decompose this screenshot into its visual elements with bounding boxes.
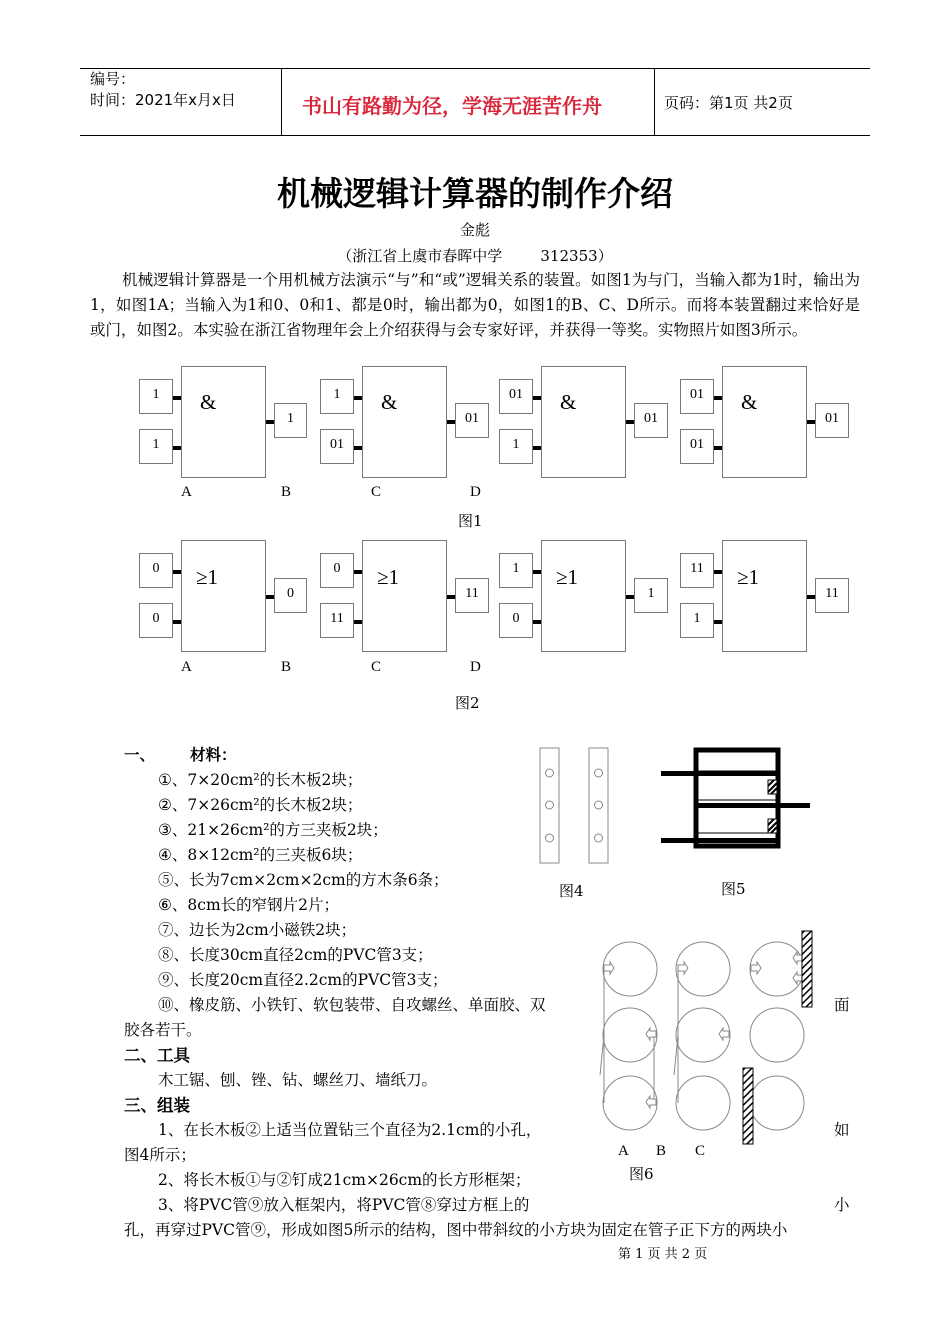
header-serial-label: 编号：	[90, 70, 136, 88]
fig2-gate-d-pin-out	[807, 595, 815, 599]
fig2-gate-d-input-1: 11	[680, 553, 714, 588]
fig1-gate-b-symbol: &	[381, 390, 398, 414]
assembly-step-3-start: 3、将PVC管⑨放入框架内，将PVC管⑧穿过方框上的	[158, 1196, 530, 1214]
fig1-gate-c-pin-in1	[533, 396, 541, 400]
fig1-gate-a-pin-in1	[173, 396, 181, 400]
fig2-gate-b-output: 11	[455, 578, 489, 613]
fig2-label-d: D	[470, 659, 481, 675]
fig1-label-d: D	[470, 484, 481, 500]
figure-4-drawing	[535, 745, 615, 867]
materials-heading-number: 一、	[124, 746, 156, 764]
fig1-gate-a-pin-in2	[173, 446, 181, 450]
fig1-gate-b-input-2: 01	[320, 429, 354, 464]
article-affiliation: （浙江省上虞市春晖中学 312353）	[337, 247, 613, 265]
fig1-gate-b-pin-in2	[354, 446, 362, 450]
fig1-gate-c-pin-out	[626, 420, 634, 424]
fig1-gate-d-pin-in2	[714, 446, 722, 450]
fig2-gate-a-pin-in1	[173, 570, 181, 574]
tools-heading: 二、工具	[124, 1046, 190, 1065]
fig2-gate-a-input-1: 0	[139, 553, 173, 588]
fig2-gate-a-input-2: 0	[139, 603, 173, 638]
fig2-gate-d-pin-in1	[714, 570, 722, 574]
fig1-gate-a-body	[181, 366, 266, 478]
header-bottom-rule	[80, 135, 870, 136]
fig1-gate-d-pin-out	[807, 420, 815, 424]
assembly-step-1-end: 如	[834, 1121, 850, 1139]
article-title: 机械逻辑计算器的制作介绍	[277, 174, 673, 213]
assembly-step-2: 2、将长木板①与②钉成21cm×26cm的长方形框架；	[158, 1171, 531, 1189]
fig2-gate-a-output: 0	[274, 578, 307, 613]
fig2-gate-c-pin-out	[626, 595, 634, 599]
article-intro: 机械逻辑计算器是一个用机械方法演示“与”和“或”逻辑关系的装置。如图1为与门，当输入都为1时，输出为1，如图1A；当输入为1和0、0和1、都是0时，输出都为0，如图1的B、C、D所示。而将本装置翻过来恰好是或门，如图2。本实验在浙江省物理年会上介绍获得与会专家好评，并获得一等奖。实物照片如图3所示。	[90, 271, 860, 339]
header-motto: 书山有路勤为径，学海无涯苦作舟	[302, 94, 602, 118]
fig2-gate-b-pin-in1	[354, 570, 362, 574]
fig2-label-a: A	[181, 659, 192, 675]
header-top-rule	[80, 68, 870, 69]
fig1-gate-d-pin-in1	[714, 396, 722, 400]
fig2-gate-b-body	[362, 540, 447, 652]
materials-item-8: ⑧、长度30cm直径2cm的PVC管3支；	[158, 946, 433, 964]
fig1-gate-d-symbol: &	[741, 390, 758, 414]
materials-item-10-cont: 胶各若干。	[124, 1021, 202, 1039]
fig6-caption: 图6	[629, 1165, 654, 1183]
figure-6-drawing	[590, 925, 820, 1160]
fig2-gate-a-body	[181, 540, 266, 652]
materials-item-2: ②、7×26cm²的长木板2块；	[158, 796, 363, 814]
fig1-gate-b-pin-out	[447, 420, 455, 424]
assembly-heading: 三、组装	[124, 1096, 190, 1115]
fig2-gate-c-output: 1	[634, 578, 668, 613]
fig2-gate-b-input-1: 0	[320, 553, 354, 588]
materials-item-10-end: 面	[834, 996, 850, 1014]
fig1-gate-a-output: 1	[274, 403, 307, 438]
fig1-gate-a-input-1: 1	[139, 379, 173, 414]
fig1-gate-c-symbol: &	[560, 390, 577, 414]
fig1-label-a: A	[181, 484, 192, 500]
header-page-label: 页码：第1页 共2页	[664, 94, 793, 112]
fig1-gate-c-input-2: 1	[499, 429, 533, 464]
fig2-gate-b-input-2: 11	[320, 603, 354, 638]
fig1-gate-b-pin-in1	[354, 396, 362, 400]
fig5-caption: 图5	[721, 880, 746, 898]
fig2-gate-c-input-1: 1	[499, 553, 533, 588]
fig1-gate-d-body	[722, 366, 807, 478]
fig2-gate-c-input-2: 0	[499, 603, 533, 638]
fig1-gate-b-body	[362, 366, 447, 478]
fig4-caption: 图4	[559, 882, 584, 900]
fig2-gate-b-pin-out	[447, 595, 455, 599]
assembly-step-1-cont: 图4所示；	[124, 1146, 196, 1164]
materials-item-9: ⑨、长度20cm直径2.2cm的PVC管3支；	[158, 971, 448, 989]
fig2-gate-c-pin-in2	[533, 620, 541, 624]
fig1-caption: 图1	[458, 512, 483, 530]
header-date-label: 时间：2021年x月x日	[90, 91, 236, 109]
fig1-gate-b-output: 01	[455, 403, 489, 438]
fig1-gate-d-output: 01	[815, 403, 849, 438]
fig2-label-b: B	[281, 659, 292, 675]
fig2-gate-d-output: 11	[815, 578, 849, 613]
tools-text: 木工锯、刨、锉、钻、螺丝刀、墙纸刀。	[158, 1071, 438, 1089]
materials-item-3: ③、21×26cm²的方三夹板2块；	[158, 821, 388, 839]
materials-item-1: ①、7×20cm²的长木板2块；	[158, 771, 363, 789]
fig2-gate-d-symbol: ≥1	[737, 565, 760, 589]
fig2-gate-a-pin-out	[266, 595, 274, 599]
fig1-gate-a-symbol: &	[200, 390, 217, 414]
fig1-gate-c-input-1: 01	[499, 379, 533, 414]
materials-item-10-start: ⑩、橡皮筋、小铁钉、软包装带、自攻螺丝、单面胶、双	[158, 996, 546, 1014]
materials-item-5: ⑤、长为7cm×2cm×2cm的方木条6条；	[158, 871, 449, 889]
fig2-gate-a-symbol: ≥1	[196, 565, 219, 589]
fig1-label-b: B	[281, 484, 292, 500]
assembly-step-1-start: 1、在长木板②上适当位置钻三个直径为2.1cm的小孔，	[158, 1121, 542, 1139]
fig2-label-c: C	[371, 659, 382, 675]
materials-item-4: ④、8×12cm²的三夹板6块；	[158, 846, 363, 864]
materials-item-7: ⑦、边长为2cm小磁铁2块；	[158, 921, 357, 939]
materials-heading: 材料：	[190, 746, 237, 764]
fig2-gate-b-symbol: ≥1	[377, 565, 400, 589]
assembly-step-3-end: 小	[834, 1196, 850, 1214]
figure-5-drawing	[656, 745, 816, 851]
fig1-gate-d-input-2: 01	[680, 429, 714, 464]
fig6-label-c: C	[695, 1143, 706, 1159]
fig2-gate-d-body	[722, 540, 807, 652]
fig2-gate-d-pin-in2	[714, 620, 722, 624]
fig2-gate-b-pin-in2	[354, 620, 362, 624]
page-footer: 第 1 页 共 2 页	[618, 1247, 708, 1262]
assembly-step-3-cont: 孔，再穿过PVC管⑨，形成如图5所示的结构，图中带斜纹的小方块为固定在管子正下方的两块小	[124, 1221, 788, 1239]
materials-item-6: ⑥、8cm长的窄钢片2片；	[158, 896, 339, 914]
fig1-label-c: C	[371, 484, 382, 500]
fig2-gate-c-symbol: ≥1	[556, 565, 579, 589]
fig6-label-b: B	[656, 1143, 667, 1159]
fig1-gate-c-body	[541, 366, 626, 478]
fig2-gate-c-pin-in1	[533, 570, 541, 574]
fig2-gate-c-body	[541, 540, 626, 652]
article-author: 金彪	[459, 221, 490, 239]
fig1-gate-a-input-2: 1	[139, 429, 173, 464]
header-divider-2	[654, 68, 655, 136]
fig1-gate-c-pin-in2	[533, 446, 541, 450]
fig6-label-a: A	[618, 1143, 629, 1159]
fig1-gate-a-pin-out	[266, 420, 274, 424]
header-divider-1	[281, 68, 282, 136]
fig1-gate-b-input-1: 1	[320, 379, 354, 414]
fig2-caption: 图2	[455, 694, 480, 712]
fig2-gate-d-input-2: 1	[680, 603, 714, 638]
fig1-gate-c-output: 01	[634, 403, 668, 438]
fig2-gate-a-pin-in2	[173, 620, 181, 624]
fig1-gate-d-input-1: 01	[680, 379, 714, 414]
